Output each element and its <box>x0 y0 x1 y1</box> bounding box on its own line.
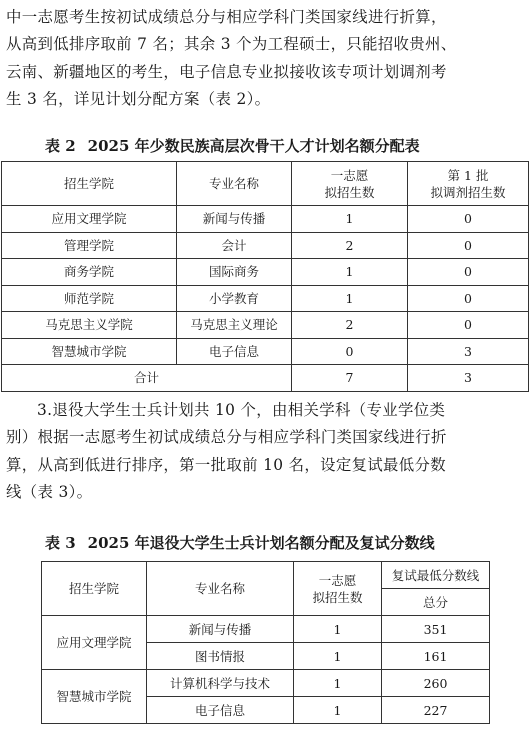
table2-caption <box>45 136 420 156</box>
table2-total-label: 合计 <box>2 365 292 392</box>
table3-cell-score: 351 <box>382 616 490 643</box>
table2-header-major: 专业名称 <box>177 162 292 206</box>
text-line: 生 3 名，详见计划分配方案（表 2）。 <box>6 90 271 109</box>
table3-caption-number: 表 3 <box>45 534 76 552</box>
table2-cell-adjust: 0 <box>408 259 529 286</box>
table3-cell-score: 227 <box>382 697 490 724</box>
table2-cell-plan: 1 <box>292 285 408 312</box>
table2-cell-adjust: 3 <box>408 338 529 365</box>
table-row <box>2 206 529 233</box>
table2-cell-plan: 1 <box>292 206 408 233</box>
table2-cell-major: 国际商务 <box>177 259 292 286</box>
table2-caption-title: 2025 年少数民族高层次骨干人才计划名额分配表 <box>87 137 420 155</box>
table3-cell-college: 应用文理学院 <box>42 616 147 670</box>
table2-cell-college: 师范学院 <box>2 285 177 312</box>
paragraph-table3-intro <box>6 397 524 507</box>
text-line: 别）根据一志愿考生初试成绩总分与相应学科门类国家线进行折 <box>6 428 447 447</box>
table3-header-score-group: 复试最低分数线 <box>382 562 490 589</box>
table3-cell-plan: 1 <box>294 697 382 724</box>
paragraph-table2-intro <box>6 4 524 114</box>
table2-caption-number: 表 2 <box>45 137 76 155</box>
table2-header-college: 招生学院 <box>2 162 177 206</box>
table3-header-score-total: 总分 <box>382 589 490 616</box>
text-line: 3.退役大学生士兵计划共 10 个，由相关学科（专业学位类 <box>37 401 446 419</box>
text-line: 中一志愿考生按初试成绩总分与相应学科门类国家线进行折算， <box>6 8 447 26</box>
table-row <box>2 285 529 312</box>
table2-cell-plan: 0 <box>292 338 408 365</box>
table2-total-row <box>2 365 529 392</box>
table2-cell-plan: 1 <box>292 259 408 286</box>
table2-cell-major: 电子信息 <box>177 338 292 365</box>
table3-caption-title: 2025 年退役大学生士兵计划名额分配及复试分数线 <box>87 534 435 552</box>
table3-header-college: 招生学院 <box>42 562 147 616</box>
table3-header-row <box>42 562 490 589</box>
table3-cell-score: 161 <box>382 643 490 670</box>
table2-cell-college: 管理学院 <box>2 232 177 259</box>
table2-cell-plan: 2 <box>292 312 408 339</box>
table2-header-row <box>2 162 529 206</box>
table3 <box>41 561 490 724</box>
table2 <box>1 161 529 392</box>
table3-cell-plan: 1 <box>294 670 382 697</box>
table2-cell-plan: 2 <box>292 232 408 259</box>
table3-cell-college: 智慧城市学院 <box>42 670 147 724</box>
table3-cell-major: 电子信息 <box>147 697 294 724</box>
table2-cell-college: 智慧城市学院 <box>2 338 177 365</box>
table2-cell-major: 会计 <box>177 232 292 259</box>
table2-total-plan: 7 <box>292 365 408 392</box>
table3-cell-score: 260 <box>382 670 490 697</box>
text-line: 从高到低排序取前 7 名；其余 3 个为工程硕士，只能招收贵州、 <box>6 35 457 54</box>
table3-header-major: 专业名称 <box>147 562 294 616</box>
table3-header-plan: 一志愿 拟招生数 <box>294 562 382 616</box>
table-row <box>2 232 529 259</box>
text-line: 算，从高到低进行排序，第一批取前 10 名，设定复试最低分数 <box>6 455 447 474</box>
table3-cell-major: 图书情报 <box>147 643 294 670</box>
text-line: 线（表 3）。 <box>6 483 93 502</box>
table2-cell-college: 马克思主义学院 <box>2 312 177 339</box>
table-row <box>42 670 490 697</box>
table3-cell-major: 新闻与传播 <box>147 616 294 643</box>
text-line: 云南、新疆地区的考生，电子信息专业拟接收该专项计划调剂考 <box>6 62 447 81</box>
table3-cell-plan: 1 <box>294 616 382 643</box>
table2-cell-adjust: 0 <box>408 206 529 233</box>
table2-cell-adjust: 0 <box>408 232 529 259</box>
table2-cell-college: 商务学院 <box>2 259 177 286</box>
table2-header-adjust: 第 1 批 拟调剂招生数 <box>408 162 529 206</box>
table2-cell-adjust: 0 <box>408 312 529 339</box>
table-row <box>2 338 529 365</box>
table3-caption <box>45 533 435 553</box>
table2-cell-major: 小学教育 <box>177 285 292 312</box>
table-row <box>42 616 490 643</box>
table3-cell-major: 计算机科学与技术 <box>147 670 294 697</box>
table2-cell-major: 马克思主义理论 <box>177 312 292 339</box>
table2-header-plan: 一志愿 拟招生数 <box>292 162 408 206</box>
table-row <box>2 312 529 339</box>
table2-cell-adjust: 0 <box>408 285 529 312</box>
table-row <box>2 259 529 286</box>
table3-cell-plan: 1 <box>294 643 382 670</box>
table2-cell-major: 新闻与传播 <box>177 206 292 233</box>
table2-cell-college: 应用文理学院 <box>2 206 177 233</box>
table2-total-adjust: 3 <box>408 365 529 392</box>
